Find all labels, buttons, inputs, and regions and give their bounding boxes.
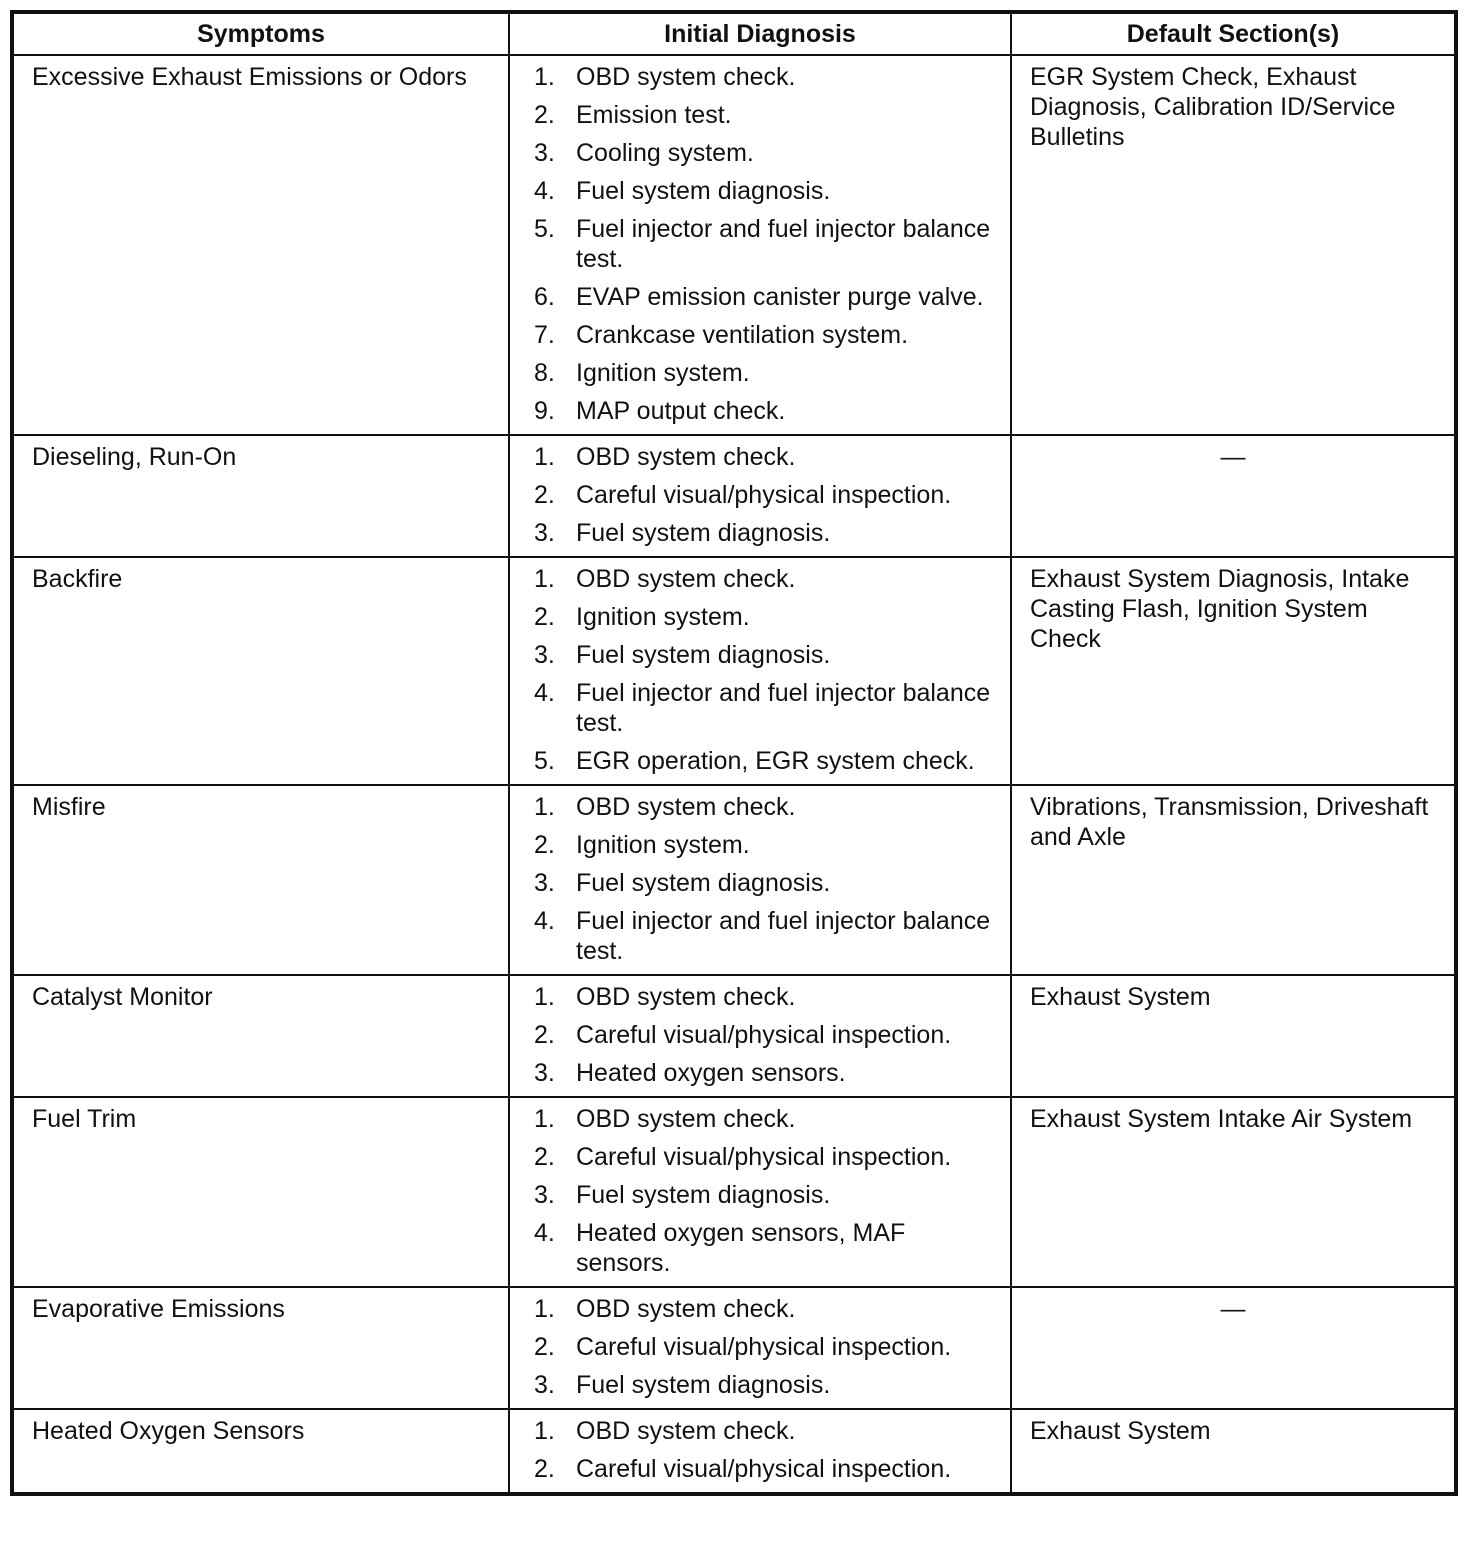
step-number: 3. xyxy=(534,869,555,897)
diagnosis-step xyxy=(528,1370,992,1400)
default-section-cell: EGR System Check, Exhaust Diagnosis, Calibration ID/Service Bulletins xyxy=(1011,55,1456,435)
step-number: 2. xyxy=(534,1143,555,1171)
step-number: 3. xyxy=(534,1181,555,1209)
header-default-sections: Default Section(s) xyxy=(1011,12,1456,55)
step-text: Heated oxygen sensors. xyxy=(576,1059,846,1087)
diagnosis-steps-list xyxy=(528,1416,992,1484)
symptom-diagnosis-table xyxy=(10,10,1458,1496)
symptom-cell: Excessive Exhaust Emissions or Odors xyxy=(12,55,509,435)
step-number: 4. xyxy=(534,177,555,205)
diagnosis-step xyxy=(528,1104,992,1134)
step-number: 8. xyxy=(534,359,555,387)
step-number: 2. xyxy=(534,1021,555,1049)
default-section-cell: Exhaust System xyxy=(1011,975,1456,1097)
diagnosis-step xyxy=(528,100,992,130)
step-number: 3. xyxy=(534,1059,555,1087)
table-row xyxy=(12,1409,1456,1494)
step-text: OBD system check. xyxy=(576,983,796,1011)
diagnosis-step xyxy=(528,564,992,594)
diagnosis-step xyxy=(528,906,992,966)
table-row xyxy=(12,435,1456,557)
symptom-cell: Catalyst Monitor xyxy=(12,975,509,1097)
table-row xyxy=(12,1287,1456,1409)
diagnosis-step xyxy=(528,1332,992,1362)
diagnosis-step xyxy=(528,1142,992,1172)
step-text: OBD system check. xyxy=(576,63,796,91)
step-text: Fuel system diagnosis. xyxy=(576,869,831,897)
default-section-cell: — xyxy=(1011,1287,1456,1409)
diagnosis-step xyxy=(528,282,992,312)
diagnosis-steps-list xyxy=(528,792,992,966)
symptom-cell: Dieseling, Run-On xyxy=(12,435,509,557)
step-number: 2. xyxy=(534,101,555,129)
step-text: Careful visual/physical inspection. xyxy=(576,1143,952,1171)
step-text: Careful visual/physical inspection. xyxy=(576,1455,952,1483)
diagnosis-step xyxy=(528,1294,992,1324)
diagnosis-step xyxy=(528,1454,992,1484)
table-row xyxy=(12,785,1456,975)
default-section-cell: Exhaust System Intake Air System xyxy=(1011,1097,1456,1287)
step-number: 1. xyxy=(534,1295,555,1323)
diagnosis-cell xyxy=(509,1409,1011,1494)
step-text: Careful visual/physical inspection. xyxy=(576,481,952,509)
diagnosis-step xyxy=(528,792,992,822)
diagnosis-step xyxy=(528,442,992,472)
step-number: 2. xyxy=(534,831,555,859)
step-text: MAP output check. xyxy=(576,397,786,425)
step-number: 4. xyxy=(534,907,555,935)
symptom-cell: Heated Oxygen Sensors xyxy=(12,1409,509,1494)
diagnosis-cell xyxy=(509,1097,1011,1287)
diagnosis-step xyxy=(528,678,992,738)
step-text: OBD system check. xyxy=(576,793,796,821)
diagnosis-steps-list xyxy=(528,564,992,776)
diagnosis-step xyxy=(528,868,992,898)
step-text: Heated oxygen sensors, MAF sensors. xyxy=(576,1219,906,1277)
diagnosis-step xyxy=(528,830,992,860)
diagnosis-step xyxy=(528,518,992,548)
diagnosis-step xyxy=(528,480,992,510)
symptom-cell: Misfire xyxy=(12,785,509,975)
table-body xyxy=(12,55,1456,1494)
step-text: Fuel injector and fuel injector balance test. xyxy=(576,907,991,965)
symptom-cell: Backfire xyxy=(12,557,509,785)
diagnosis-steps-list xyxy=(528,982,992,1088)
step-text: EGR operation, EGR system check. xyxy=(576,747,975,775)
step-text: Ignition system. xyxy=(576,603,750,631)
diagnosis-cell xyxy=(509,55,1011,435)
step-number: 3. xyxy=(534,1371,555,1399)
step-text: EVAP emission canister purge valve. xyxy=(576,283,984,311)
step-text: Fuel system diagnosis. xyxy=(576,177,831,205)
table-row xyxy=(12,975,1456,1097)
step-text: Crankcase ventilation system. xyxy=(576,321,909,349)
table-header-row xyxy=(12,12,1456,55)
step-number: 2. xyxy=(534,603,555,631)
step-text: OBD system check. xyxy=(576,1417,796,1445)
step-text: Fuel injector and fuel injector balance test. xyxy=(576,215,991,273)
step-number: 9. xyxy=(534,397,555,425)
step-number: 4. xyxy=(534,679,555,707)
diagnosis-step xyxy=(528,138,992,168)
table-row xyxy=(12,557,1456,785)
step-text: OBD system check. xyxy=(576,1295,796,1323)
step-text: Careful visual/physical inspection. xyxy=(576,1021,952,1049)
step-text: Fuel injector and fuel injector balance test. xyxy=(576,679,991,737)
table-row xyxy=(12,1097,1456,1287)
step-number: 5. xyxy=(534,747,555,775)
diagnosis-step xyxy=(528,320,992,350)
diagnosis-step xyxy=(528,358,992,388)
step-text: Fuel system diagnosis. xyxy=(576,1371,831,1399)
step-number: 2. xyxy=(534,1333,555,1361)
diagnosis-cell xyxy=(509,975,1011,1097)
symptom-cell: Evaporative Emissions xyxy=(12,1287,509,1409)
step-number: 1. xyxy=(534,983,555,1011)
step-number: 1. xyxy=(534,1105,555,1133)
step-number: 3. xyxy=(534,139,555,167)
diagnosis-steps-list xyxy=(528,1104,992,1278)
diagnosis-step xyxy=(528,396,992,426)
diagnosis-step xyxy=(528,602,992,632)
step-number: 6. xyxy=(534,283,555,311)
diagnosis-step xyxy=(528,1020,992,1050)
step-text: Cooling system. xyxy=(576,139,754,167)
step-text: OBD system check. xyxy=(576,1105,796,1133)
step-number: 3. xyxy=(534,519,555,547)
step-number: 3. xyxy=(534,641,555,669)
step-number: 1. xyxy=(534,443,555,471)
step-text: Fuel system diagnosis. xyxy=(576,519,831,547)
diagnosis-step xyxy=(528,1180,992,1210)
header-symptoms: Symptoms xyxy=(12,12,509,55)
step-text: Ignition system. xyxy=(576,359,750,387)
diagnosis-step xyxy=(528,214,992,274)
step-text: Ignition system. xyxy=(576,831,750,859)
step-number: 1. xyxy=(534,793,555,821)
diagnosis-steps-list xyxy=(528,1294,992,1400)
diagnosis-steps-list xyxy=(528,442,992,548)
symptom-cell: Fuel Trim xyxy=(12,1097,509,1287)
step-number: 5. xyxy=(534,215,555,243)
step-number: 7. xyxy=(534,321,555,349)
diagnosis-cell xyxy=(509,435,1011,557)
diagnosis-steps-list xyxy=(528,62,992,426)
diagnosis-step xyxy=(528,746,992,776)
step-text: Fuel system diagnosis. xyxy=(576,1181,831,1209)
step-text: Emission test. xyxy=(576,101,732,129)
diagnosis-cell xyxy=(509,785,1011,975)
diagnosis-step xyxy=(528,62,992,92)
default-section-cell: — xyxy=(1011,435,1456,557)
step-number: 4. xyxy=(534,1219,555,1247)
default-section-cell: Vibrations, Transmission, Driveshaft and Axle xyxy=(1011,785,1456,975)
table-row xyxy=(12,55,1456,435)
diagnosis-step xyxy=(528,1058,992,1088)
step-number: 1. xyxy=(534,1417,555,1445)
step-text: Careful visual/physical inspection. xyxy=(576,1333,952,1361)
step-text: Fuel system diagnosis. xyxy=(576,641,831,669)
step-number: 1. xyxy=(534,63,555,91)
step-text: OBD system check. xyxy=(576,565,796,593)
step-number: 2. xyxy=(534,1455,555,1483)
diagnosis-step xyxy=(528,982,992,1012)
diagnosis-step xyxy=(528,1416,992,1446)
header-initial-diagnosis: Initial Diagnosis xyxy=(509,12,1011,55)
step-number: 2. xyxy=(534,481,555,509)
diagnosis-step xyxy=(528,176,992,206)
default-section-cell: Exhaust System xyxy=(1011,1409,1456,1494)
diagnosis-cell xyxy=(509,1287,1011,1409)
step-text: OBD system check. xyxy=(576,443,796,471)
default-section-cell: Exhaust System Diagnosis, Intake Casting Flash, Ignition System Check xyxy=(1011,557,1456,785)
diagnosis-step xyxy=(528,1218,992,1278)
diagnosis-step xyxy=(528,640,992,670)
step-number: 1. xyxy=(534,565,555,593)
diagnosis-cell xyxy=(509,557,1011,785)
